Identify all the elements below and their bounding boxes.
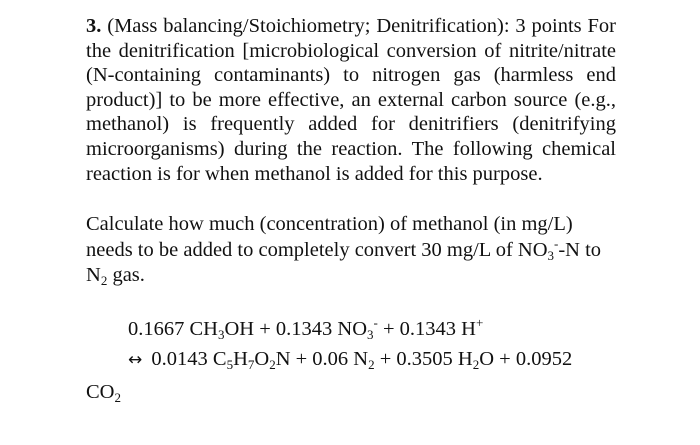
task-superscript-minus: - <box>554 235 559 251</box>
task-text-part3: gas. <box>107 264 145 287</box>
equation-line-3 <box>86 380 616 404</box>
eq1-sup3: + <box>475 314 484 330</box>
eq1-term2: OH + 0.1343 NO <box>224 317 368 340</box>
eq1-term3: + 0.1343 H <box>377 317 476 340</box>
eq2-term1: 0.0143 C <box>151 347 227 370</box>
eq1-sub2: 3 <box>367 326 374 342</box>
eq1-term1: 0.1667 CH <box>128 317 218 340</box>
eq1-sup2: - <box>373 314 378 330</box>
reversible-arrow-icon: ↔ <box>128 349 143 370</box>
eq2-sub3: 2 <box>269 356 276 372</box>
question-intro-text: (Mass balancing/Stoichiometry; Denitrification): 3 points For the denitrification [microbiological conversion of nitrite/nitrate (N-containing contaminants) to nitrogen gas (harmless end product)] to be more effective, an external carbon source (e.g., methanol) is frequently added for denitrifiers (denitrifying microorganisms) during the reaction. The following chemical reaction is for when methanol is added for this purpose. <box>86 15 616 185</box>
question-task-paragraph <box>86 212 616 289</box>
task-text-part1: Calculate how much (concentration) of methanol (in mg/L) needs to be added to completely convert 30 mg/L of NO <box>86 213 573 261</box>
eq2-sub2: 7 <box>247 356 255 372</box>
equation-line-1 <box>128 314 616 342</box>
eq3-term1: CO <box>86 380 115 403</box>
task-subscript-3: 3 <box>547 247 555 263</box>
question-intro-paragraph <box>86 14 616 186</box>
question-block <box>86 14 616 404</box>
eq2-sub1: 5 <box>226 356 234 372</box>
eq2-term4: N + 0.06 N <box>275 347 369 370</box>
equation-line-2 <box>128 347 616 372</box>
eq2-sub5: 2 <box>472 356 480 372</box>
eq2-term3: O <box>254 347 270 370</box>
eq2-term6: O + 0.0952 <box>479 347 573 370</box>
eq3-sub1: 2 <box>114 389 121 405</box>
question-number: 3. <box>86 15 102 37</box>
eq1-sub1: 3 <box>217 326 225 342</box>
eq2-term5: + 0.3505 H <box>374 347 473 370</box>
eq2-term2: H <box>233 347 248 370</box>
eq2-sub4: 2 <box>368 356 375 372</box>
task-subscript-2: 2 <box>100 273 108 289</box>
task-text-part2: -N to N <box>86 238 602 287</box>
